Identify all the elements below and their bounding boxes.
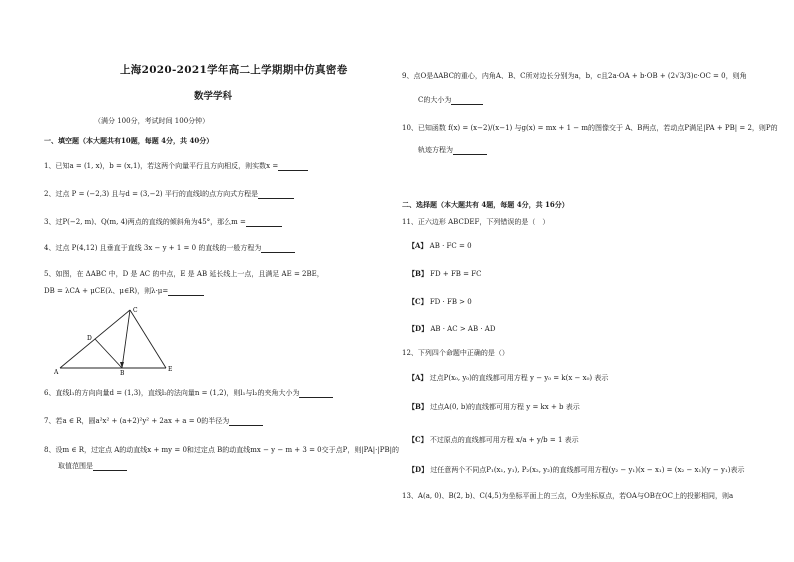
answer-blank[interactable] [451, 97, 483, 105]
answer-blank[interactable] [258, 191, 294, 199]
question-4: 4、过点 P(4,12) 且垂直于直线 3x − y + 1 = 0 的直线的一般方程为 [44, 244, 295, 253]
q12-option-b[interactable]: 【B】 过点A(0, b)的直线都可用方程 y = kx + b 表示 [408, 402, 580, 411]
question-11: 11、正六边形 ABCDEF，下列错误的是（ ） [402, 218, 550, 226]
section-choice-heading: 二、选择题（本大题共有 4题，每题 4分，共 16分） [402, 200, 569, 209]
label-a: A [54, 369, 59, 376]
question-5-line-1: 5、如图，在 ΔABC 中，D 是 AC 的中点，E 是 AB 延长线上一点，且满足 AE = 2BE， [44, 270, 324, 278]
answer-blank[interactable] [299, 390, 333, 398]
q11-option-a[interactable]: 【A】 AB · FC = 0 [408, 241, 472, 250]
label-b: B [120, 370, 125, 376]
answer-blank[interactable] [453, 147, 487, 155]
question-7: 7、若a ∈ R，圆a²x² + (a+2)²y² + 2ax + a = 0的半径为 [44, 417, 263, 426]
question-10-line-1: 10、已知函数 f(x) = (x−2)/(x−1) 与g(x) = mx + 1 − m的图像交于 A、B两点，若动点P满足|PA + PB| = 2，则P的 [402, 124, 778, 132]
exam-info: （满分 100分，考试时间 100分钟） [94, 117, 210, 125]
exam-subject: 数学学科 [194, 91, 233, 102]
question-9-line-1: 9、点O是ΔABC的重心，内角A、B、C所对边长分别为a，b，c且2a·OA + b·OB + (2√3/3)c·OC = 0，则角 [402, 72, 747, 80]
question-2: 2、过点 P = (−2,3) 且与d = (3,−2) 平行的直线l的点方向式方程是 [44, 190, 294, 199]
question-9-line-2: C的大小为 [418, 96, 483, 105]
q11-option-d[interactable]: 【D】 AB · AC > AB · AD [408, 324, 496, 333]
answer-blank[interactable] [229, 418, 263, 426]
question-6: 6、直线l₁的方向向量d = (1,3)，直线l₂的法向量n = (1,2)，则l₁与l₂的夹角大小为 [44, 389, 333, 398]
question-8-line-2: 取值范围是 [58, 462, 127, 471]
exam-title: 上海2020-2021学年高二上学期期中仿真密卷 [120, 64, 348, 76]
label-d: D [87, 335, 92, 342]
triangle-figure [54, 304, 174, 376]
answer-blank[interactable] [93, 463, 127, 471]
answer-blank[interactable] [261, 245, 295, 253]
label-c: C [133, 307, 138, 314]
section-fill-heading: 一、填空题（本大题共有10题，每题 4分，共 40分） [44, 136, 214, 145]
question-5-line-2: DB = λCA + μCE(λ、μ∈R)，则λ·μ= [44, 287, 204, 296]
q11-option-b[interactable]: 【B】 FD + FB = FC [408, 269, 482, 278]
q12-option-a[interactable]: 【A】 过点P(x₀, y₀)的直线都可用方程 y − y₀ = k(x − x₀) 表示 [408, 373, 609, 382]
question-12: 12、下列四个命题中正确的是（） [402, 349, 509, 357]
segment-ce [130, 310, 166, 368]
answer-blank[interactable] [168, 288, 204, 296]
question-13: 13、A(a, 0)、B(2, b)、C(4,5)为坐标平面上的三点，O为坐标原点，若OA与OB在OC上的投影相同，则a [402, 492, 734, 500]
q12-option-d[interactable]: 【D】 过任意两个不同点P₁(x₁, y₁), P₂(x₂, y₂)的直线都可用方程(y₂ − y₁)(x − x₁) = (x₂ − x₁)(y − y₁)表示 [408, 465, 745, 474]
q12-option-c[interactable]: 【C】 不过原点的直线都可用方程 x/a + y/b = 1 表示 [408, 435, 579, 444]
segment-cb [122, 310, 130, 368]
segment-db [95, 339, 122, 368]
answer-blank[interactable] [246, 219, 282, 227]
question-10-line-2: 轨迹方程为 [418, 146, 487, 155]
label-e: E [168, 366, 173, 373]
question-1: 1、已知a = (1, x)，b = (x,1)，若这两个向量平行且方向相反，则实数x = [44, 162, 308, 171]
answer-blank[interactable] [278, 163, 308, 171]
q11-option-c[interactable]: 【C】 FD · FB > 0 [408, 297, 472, 306]
question-8-line-1: 8、设m ∈ R，过定点 A的动直线x + my = 0和过定点 B的动直线mx − y − m + 3 = 0交于点P，则|PA|·|PB|的 [44, 446, 399, 454]
question-3: 3、过P(−2, m)、Q(m, 4)两点的直线的倾斜角为45°，那么m = [44, 218, 282, 227]
